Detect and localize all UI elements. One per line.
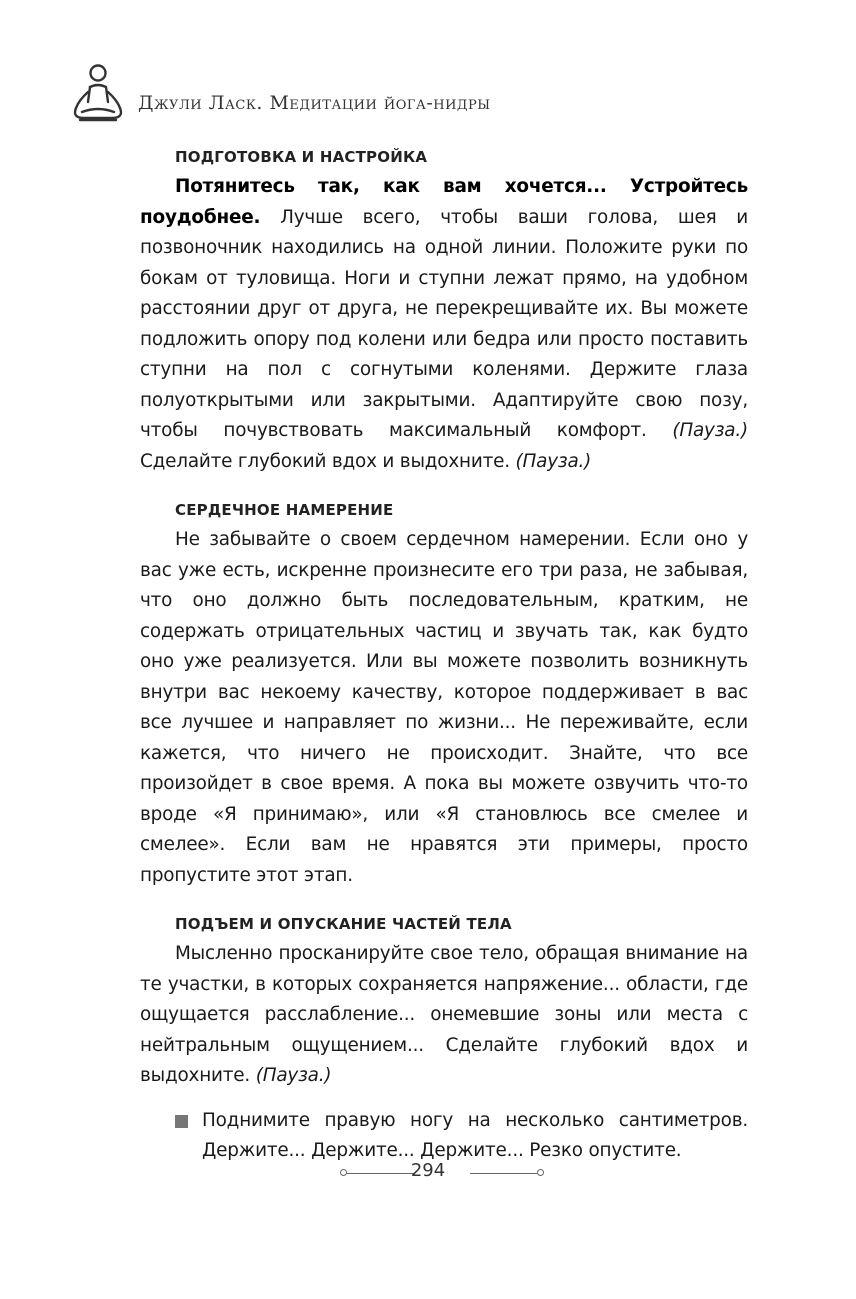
page-footer [0,1158,856,1188]
page-number: 294 [410,1160,446,1181]
preparation-text-2: Сделайте глубокий вдох и выдохните. [140,450,510,472]
pause-note: (Пауза.) [255,1065,332,1086]
paragraph-body-scan [140,939,748,1092]
running-title: Джули Ласк. Медитации йога-нидры [138,92,491,114]
square-bullet-icon [175,1115,188,1128]
section-heading-body-parts: ПОДЪЕМ И ОПУСКАНИЕ ЧАСТЕЙ ТЕЛА [175,915,512,933]
ornament-dot-icon [537,1169,544,1176]
paragraph-intention: Не забывайте о своем сердечном намерении. Если оно у вас уже есть, искренне произнесите его три раза, не забывая, что оно должно быть последовательным, кратким, не содержать отрицательных частиц и звучать так, как будто оно уже реализуется. Или вы можете позволить возникнуть внутри вас некоему качеству, которое поддерживает в вас все лучшее и направляет по жизни... Не переживайте, если кажется, что ничего не происходит. Знайте, что все произойдет в свое время. А пока вы можете озвучить что-то вроде «Я принимаю», или «Я становлюсь все смелее и смелее». Если вам не нравятся эти примеры, просто пропустите этот этап. [140,529,748,886]
section-heading-intention: СЕРДЕЧНОЕ НАМЕРЕНИЕ [175,501,394,519]
section-heading-preparation: ПОДГОТОВКА И НАСТРОЙКА [175,148,428,166]
pause-note: (Пауза.) [672,420,748,441]
ornament-dot-icon [340,1169,347,1176]
paragraph-preparation [140,172,748,477]
page-header [68,62,768,128]
meditation-figure-icon [68,62,128,124]
pause-note: (Пауза.) [515,450,592,472]
ornament-rule [470,1173,537,1174]
list-item-text: Поднимите правую ногу на несколько сантиметров. Держите... Держите... Держите... Резко опустите. [202,1109,748,1161]
page-body [140,142,748,1167]
lead-sentence: Потянитесь так, как вам хочется... Устройтесь поудобнее. [140,176,748,228]
preparation-text: Лучше всего, чтобы ваши голова, шея и позвоночник находились на одной линии. Положите руки по бокам от туловища. Ноги и ступни лежат прямо, на удобном расстоянии друг от друга, не перекрещивайте их. Вы можете подложить опору под колени или бедра или просто поставить ступни на пол с согнутыми коленями. Держите глаза полуоткрытыми или закрытыми. Адаптируйте свою позу, чтобы почувствовать максимальный комфорт. [140,206,748,441]
body-scan-text: Мысленно просканируйте свое тело, обращая внимание на те участки, в которых сохраняется напряжение... области, где ощущается расслабление... онемевшие зоны или места с нейтральным ощущением... Сделайте глубокий вдох и выдохните. [140,943,748,1086]
